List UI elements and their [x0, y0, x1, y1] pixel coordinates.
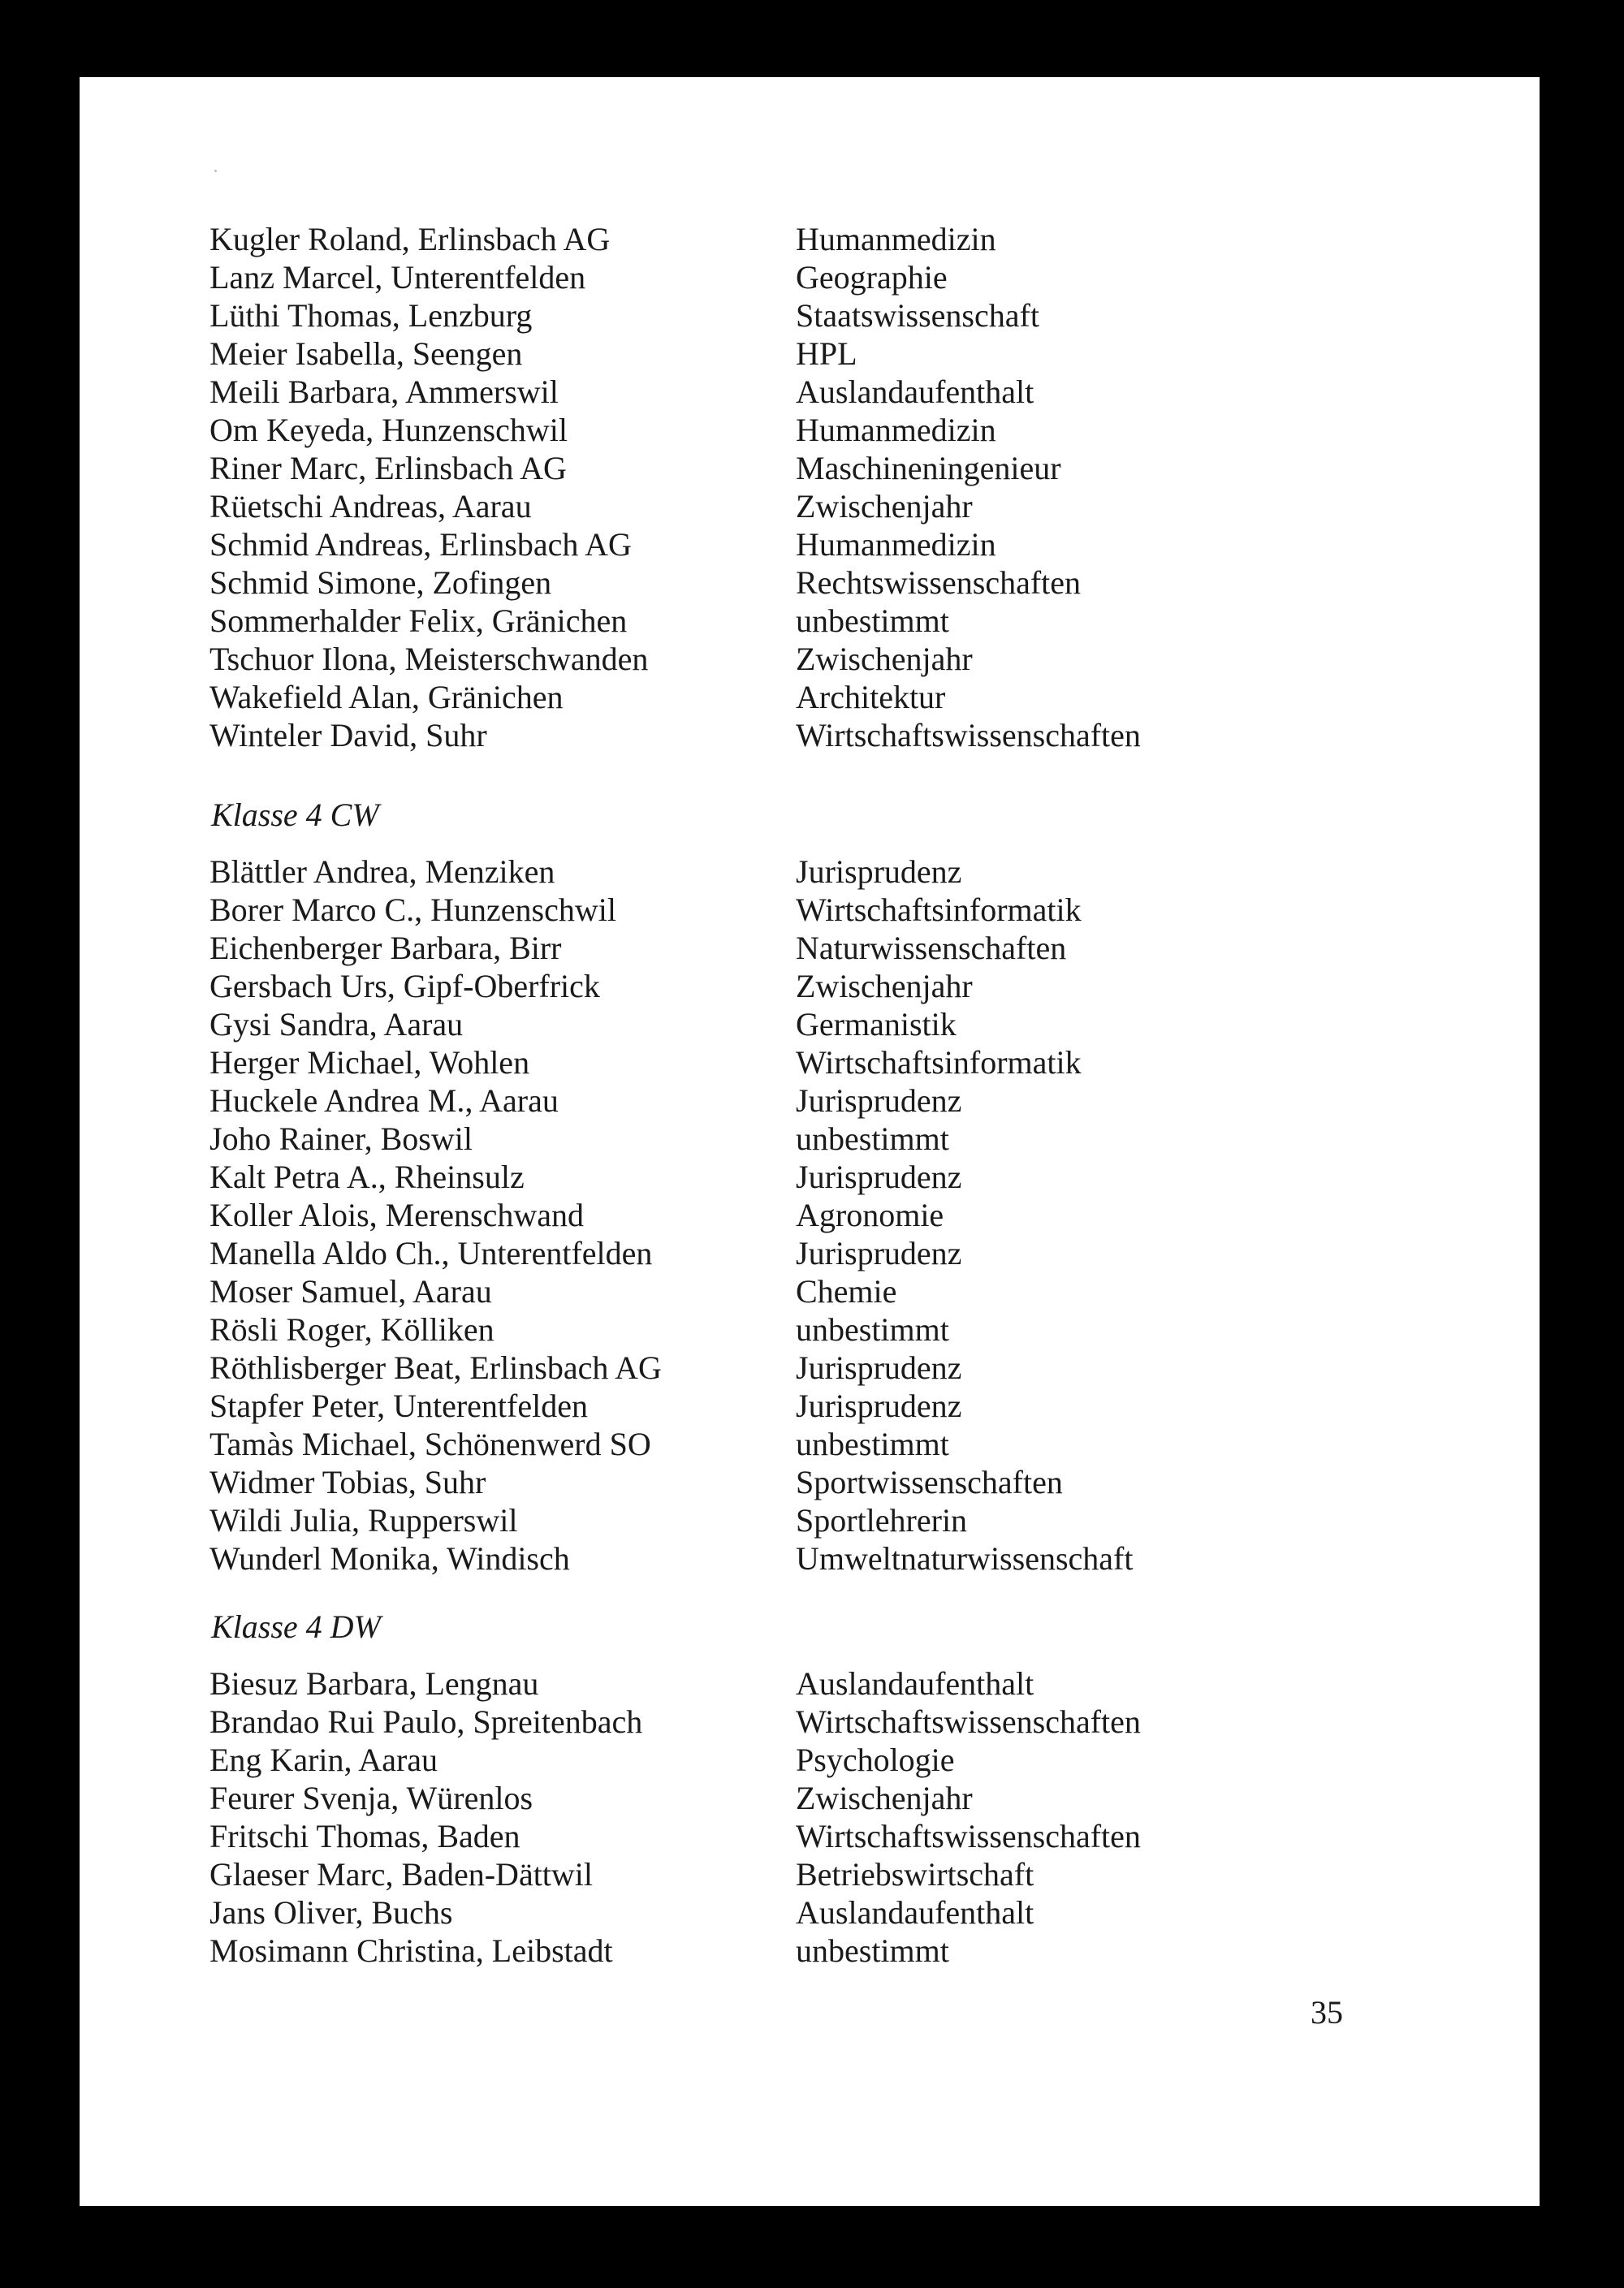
student-name: Moser Samuel, Aarau — [209, 1273, 492, 1310]
study-plan: Zwischenjahr — [796, 488, 973, 525]
student-name: Tschuor Ilona, Meisterschwanden — [209, 641, 649, 677]
student-name: Wildi Julia, Rupperswil — [209, 1502, 518, 1539]
table-row — [209, 563, 1509, 602]
table-row — [209, 1463, 1509, 1501]
student-name: Biesuz Barbara, Lengnau — [209, 1665, 539, 1702]
study-plan: Zwischenjahr — [796, 968, 973, 1004]
study-plan: Zwischenjahr — [796, 641, 973, 677]
class-heading-4cw: Klasse 4 CW — [211, 796, 379, 833]
student-list-4dw — [209, 1664, 1509, 1970]
student-name: Widmer Tobias, Suhr — [209, 1464, 486, 1500]
table-row — [209, 1539, 1509, 1578]
study-plan: Wirtschaftswissenschaften — [796, 1703, 1141, 1740]
study-plan: Naturwissenschaften — [796, 930, 1067, 966]
student-name: Riner Marc, Erlinsbach AG — [209, 450, 567, 486]
table-row — [209, 602, 1509, 640]
table-row — [209, 716, 1509, 754]
table-row — [209, 373, 1509, 411]
table-row — [209, 891, 1509, 929]
study-plan: Germanistik — [796, 1006, 957, 1043]
study-plan: unbestimmt — [796, 602, 949, 639]
table-row — [209, 296, 1509, 335]
table-row — [209, 1425, 1509, 1463]
student-name: Schmid Simone, Zofingen — [209, 564, 552, 601]
table-row — [209, 1272, 1509, 1310]
table-row — [209, 1349, 1509, 1387]
study-plan: Maschineningenieur — [796, 450, 1061, 486]
student-name: Tamàs Michael, Schönenwerd SO — [209, 1426, 651, 1462]
study-plan: Umweltnaturwissenschaft — [796, 1540, 1134, 1577]
study-plan: Wirtschaftsinformatik — [796, 891, 1082, 928]
student-name: Gysi Sandra, Aarau — [209, 1006, 464, 1043]
table-row — [209, 1120, 1509, 1158]
table-row — [209, 1043, 1509, 1081]
study-plan: Jurisprudenz — [796, 1349, 962, 1386]
study-plan: Staatswissenschaft — [796, 297, 1039, 334]
study-plan: Wirtschaftswissenschaften — [796, 717, 1141, 753]
student-name: Jans Oliver, Buchs — [209, 1894, 453, 1931]
student-name: Winteler David, Suhr — [209, 717, 487, 753]
document-page — [80, 77, 1540, 2206]
study-plan: unbestimmt — [796, 1426, 949, 1462]
student-name: Fritschi Thomas, Baden — [209, 1818, 520, 1854]
study-plan: Rechtswissenschaften — [796, 564, 1082, 601]
study-plan: Auslandaufenthalt — [796, 1894, 1034, 1931]
table-row — [209, 853, 1509, 891]
study-plan: Humanmedizin — [796, 412, 996, 448]
study-plan: Humanmedizin — [796, 221, 996, 257]
student-name: Herger Michael, Wohlen — [209, 1044, 530, 1081]
student-list-continued — [209, 220, 1509, 754]
student-name: Sommerhalder Felix, Gränichen — [209, 602, 628, 639]
table-row — [209, 1855, 1509, 1893]
study-plan: Jurisprudenz — [796, 1082, 962, 1119]
table-row — [209, 1817, 1509, 1855]
student-name: Koller Alois, Merenschwand — [209, 1197, 585, 1233]
student-name: Eichenberger Barbara, Birr — [209, 930, 562, 966]
study-plan: Jurisprudenz — [796, 1235, 962, 1271]
table-row — [209, 449, 1509, 487]
table-row — [209, 1081, 1509, 1120]
study-plan: Wirtschaftsinformatik — [796, 1044, 1082, 1081]
table-row — [209, 220, 1509, 258]
student-name: Röthlisberger Beat, Erlinsbach AG — [209, 1349, 662, 1386]
study-plan: Sportlehrerin — [796, 1502, 968, 1539]
student-name: Wunderl Monika, Windisch — [209, 1540, 570, 1577]
study-plan: unbestimmt — [796, 1932, 949, 1969]
study-plan: Chemie — [796, 1273, 897, 1310]
student-name: Mosimann Christina, Leibstadt — [209, 1932, 613, 1969]
table-row — [209, 258, 1509, 296]
student-name: Rösli Roger, Kölliken — [209, 1311, 495, 1348]
table-row — [209, 678, 1509, 716]
study-plan: Wirtschaftswissenschaften — [796, 1818, 1141, 1854]
student-name: Stapfer Peter, Unterentfelden — [209, 1388, 588, 1424]
table-row — [209, 1779, 1509, 1817]
student-name: Gersbach Urs, Gipf-Oberfrick — [209, 968, 600, 1004]
student-name: Meier Isabella, Seengen — [209, 335, 523, 372]
study-plan: Geographie — [796, 259, 948, 296]
student-name: Lanz Marcel, Unterentfelden — [209, 259, 586, 296]
study-plan: Jurisprudenz — [796, 1388, 962, 1424]
table-row — [209, 967, 1509, 1005]
study-plan: Jurisprudenz — [796, 853, 962, 890]
study-plan: unbestimmt — [796, 1120, 949, 1157]
table-row — [209, 1158, 1509, 1196]
student-name: Rüetschi Andreas, Aarau — [209, 488, 532, 525]
table-row — [209, 487, 1509, 525]
table-row — [209, 1703, 1509, 1741]
page-number: 35 — [1311, 1994, 1343, 2031]
table-row — [209, 1932, 1509, 1970]
student-name: Manella Aldo Ch., Unterentfelden — [209, 1235, 653, 1271]
scan-speck — [214, 170, 217, 172]
student-name: Wakefield Alan, Gränichen — [209, 679, 564, 715]
student-name: Glaeser Marc, Baden-Dättwil — [209, 1856, 594, 1893]
table-row — [209, 1501, 1509, 1539]
study-plan: Sportwissenschaften — [796, 1464, 1063, 1500]
student-name: Om Keyeda, Hunzenschwil — [209, 412, 568, 448]
study-plan: HPL — [796, 335, 857, 372]
class-heading-4dw: Klasse 4 DW — [211, 1608, 381, 1645]
study-plan: Architektur — [796, 679, 946, 715]
student-name: Joho Rainer, Boswil — [209, 1120, 473, 1157]
table-row — [209, 1893, 1509, 1932]
study-plan: Betriebswirtschaft — [796, 1856, 1034, 1893]
study-plan: Agronomie — [796, 1197, 944, 1233]
student-name: Feurer Svenja, Würenlos — [209, 1780, 533, 1816]
table-row — [209, 1387, 1509, 1425]
table-row — [209, 1664, 1509, 1703]
study-plan: Auslandaufenthalt — [796, 1665, 1034, 1702]
student-name: Huckele Andrea M., Aarau — [209, 1082, 559, 1119]
student-name: Blättler Andrea, Menziken — [209, 853, 555, 890]
study-plan: Humanmedizin — [796, 526, 996, 563]
student-name: Kalt Petra A., Rheinsulz — [209, 1159, 525, 1195]
table-row — [209, 335, 1509, 373]
student-name: Borer Marco C., Hunzenschwil — [209, 891, 616, 928]
table-row — [209, 640, 1509, 678]
study-plan: Psychologie — [796, 1742, 955, 1778]
study-plan: Jurisprudenz — [796, 1159, 962, 1195]
table-row — [209, 929, 1509, 967]
table-row — [209, 1234, 1509, 1272]
student-name: Meili Barbara, Ammerswil — [209, 373, 559, 410]
student-name: Eng Karin, Aarau — [209, 1742, 438, 1778]
table-row — [209, 1310, 1509, 1349]
study-plan: Zwischenjahr — [796, 1780, 973, 1816]
student-name: Schmid Andreas, Erlinsbach AG — [209, 526, 632, 563]
student-name: Lüthi Thomas, Lenzburg — [209, 297, 533, 334]
table-row — [209, 411, 1509, 449]
student-name: Kugler Roland, Erlinsbach AG — [209, 221, 611, 257]
study-plan: Auslandaufenthalt — [796, 373, 1034, 410]
student-list-4cw — [209, 853, 1509, 1578]
table-row — [209, 1196, 1509, 1234]
table-row — [209, 1741, 1509, 1779]
table-row — [209, 1005, 1509, 1043]
study-plan: unbestimmt — [796, 1311, 949, 1348]
table-row — [209, 525, 1509, 563]
student-name: Brandao Rui Paulo, Spreitenbach — [209, 1703, 643, 1740]
